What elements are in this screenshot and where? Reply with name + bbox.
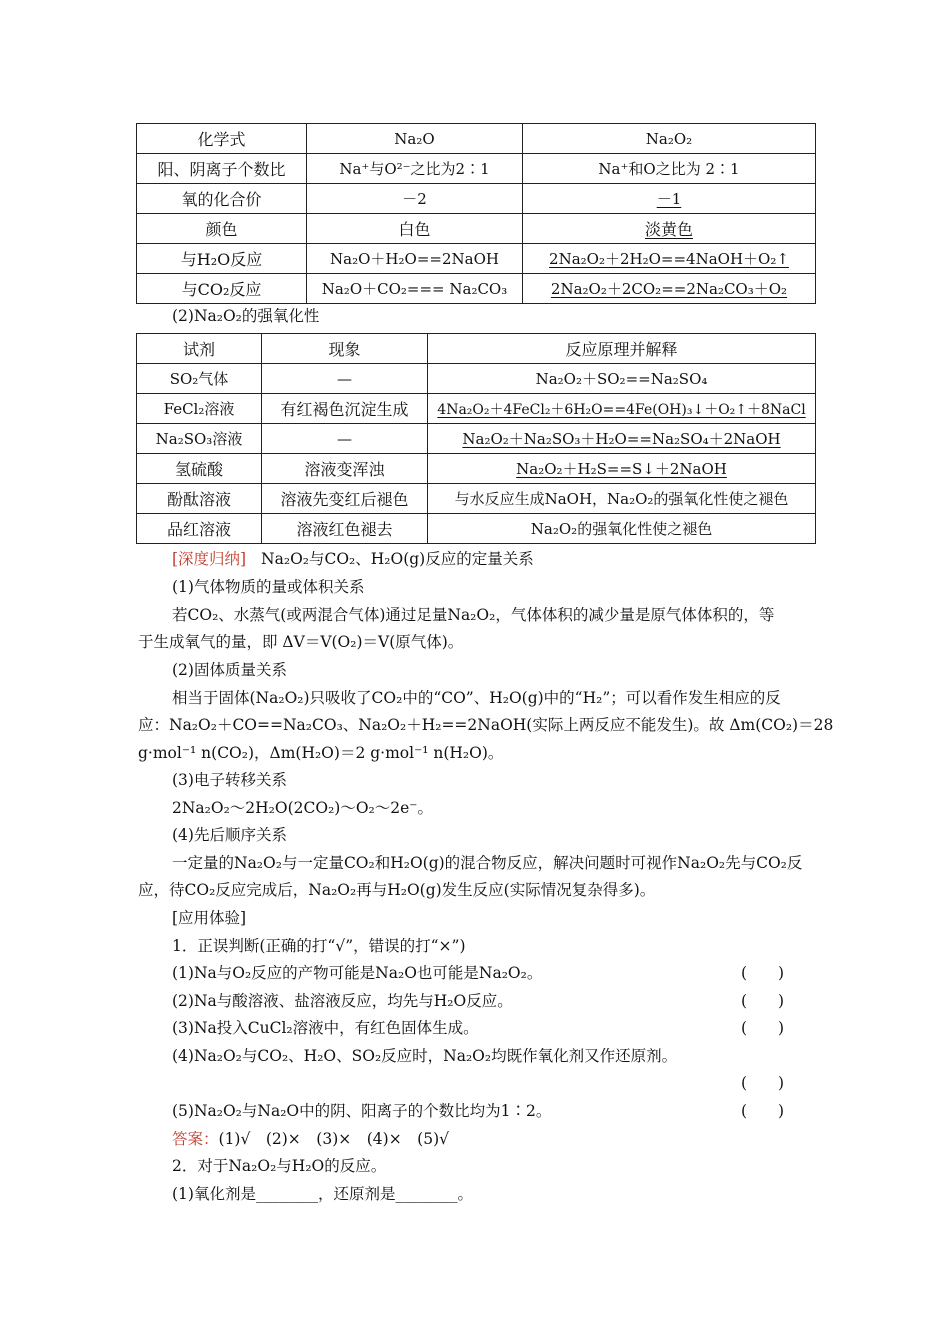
deep-summary-title: Na₂O₂与CO₂、H₂O(g)反应的定量关系 xyxy=(261,550,534,568)
deep-summary-tag: [深度归纳] xyxy=(172,550,247,568)
table-row xyxy=(137,334,816,364)
table-cell: 与H₂O反应 xyxy=(137,244,307,274)
table-cell: Na⁺和O之比为 2∶1 xyxy=(523,154,816,184)
table-row xyxy=(137,484,816,514)
answer-blank: ( ) xyxy=(741,964,785,982)
table-cell: Na⁺与O²⁻之比为2∶1 xyxy=(307,154,523,184)
table-cell: 现象 xyxy=(262,334,428,364)
table-cell: — xyxy=(262,364,428,394)
question-title: 1．正误判断(正确的打“√”，错误的打“×”) xyxy=(172,937,466,955)
table-cell: －2 xyxy=(307,184,523,214)
question-title: 2．对于Na₂O₂与H₂O的反应。 xyxy=(172,1157,387,1175)
table-cell: Na₂SO₃溶液 xyxy=(137,424,262,454)
table-cell: Na₂O₂＋Na₂SO₃＋H₂O==Na₂SO₄＋2NaOH xyxy=(428,424,816,454)
answer-blank: ( ) xyxy=(741,1074,785,1092)
judgement-item: (1)Na与O₂反应的产物可能是Na₂O也可能是Na₂O₂。 xyxy=(172,964,543,982)
table-cell: －1 xyxy=(523,184,816,214)
paragraph-line: 应，待CO₂反应完成后，Na₂O₂再与H₂O(g)发生反应(实际情况复杂得多)。 xyxy=(138,881,656,899)
deep-summary-heading xyxy=(172,547,534,569)
table-row xyxy=(137,394,816,424)
table-cell: FeCl₂溶液 xyxy=(137,394,262,424)
table-row xyxy=(137,454,816,484)
table-cell: 溶液变浑浊 xyxy=(262,454,428,484)
table-row xyxy=(137,514,816,544)
table-row xyxy=(137,424,816,454)
table-row xyxy=(137,214,816,244)
table-cell: 氢硫酸 xyxy=(137,454,262,484)
table-cell: 酚酞溶液 xyxy=(137,484,262,514)
answer-label: 答案： xyxy=(172,1130,219,1148)
table-cell: 阳、阴离子个数比 xyxy=(137,154,307,184)
table-cell: 反应原理并解释 xyxy=(428,334,816,364)
paragraph-line: (4)先后顺序关系 xyxy=(172,826,287,844)
answer-text: (1)√ (2)× (3)× (4)× (5)√ xyxy=(218,1130,450,1148)
table-cell: 试剂 xyxy=(137,334,262,364)
table-cell: Na₂O xyxy=(307,124,523,154)
table-row xyxy=(137,154,816,184)
table-row xyxy=(137,364,816,394)
comparison-table xyxy=(136,123,816,304)
judgement-item: (5)Na₂O₂与Na₂O中的阴、阳离子的个数比均为1∶2。 xyxy=(172,1102,552,1120)
table-cell: 氧的化合价 xyxy=(137,184,307,214)
answer-blank: ( ) xyxy=(741,992,785,1010)
table-cell: Na₂O＋H₂O==2NaOH xyxy=(307,244,523,274)
table-cell: SO₂气体 xyxy=(137,364,262,394)
answer-line xyxy=(172,1127,449,1149)
paragraph-line: [应用体验] xyxy=(172,909,247,927)
paragraph-line: 2Na₂O₂～2H₂O(2CO₂)～O₂～2e⁻。 xyxy=(172,799,433,817)
paragraph-line: 于生成氧气的量，即 ΔV＝V(O₂)＝V(原气体)。 xyxy=(138,633,464,651)
paragraph-line: 相当于固体(Na₂O₂)只吸收了CO₂中的“CO”、H₂O(g)中的“H₂”；可以看作发生相应的反 xyxy=(172,689,781,707)
table-cell: Na₂O₂ xyxy=(523,124,816,154)
table-cell: 溶液先变红后褪色 xyxy=(262,484,428,514)
table-cell: Na₂O＋CO₂=== Na₂CO₃ xyxy=(307,274,523,304)
paragraph-line: 若CO₂、水蒸气(或两混合气体)通过足量Na₂O₂，气体体积的减少量是原气体体积的，等 xyxy=(172,606,775,624)
table-cell: 有红褐色沉淀生成 xyxy=(262,394,428,424)
answer-blank: ( ) xyxy=(741,1019,785,1037)
paragraph-line: (3)电子转移关系 xyxy=(172,771,287,789)
table-cell: Na₂O₂＋SO₂==Na₂SO₄ xyxy=(428,364,816,394)
table-row xyxy=(137,274,816,304)
answer-blank: ( ) xyxy=(741,1102,785,1120)
section-title: (2)Na₂O₂的强氧化性 xyxy=(172,307,320,325)
paragraph-line: g·mol⁻¹ n(CO₂)，Δm(H₂O)＝2 g·mol⁻¹ n(H₂O)。 xyxy=(138,744,504,762)
question-line: (1)氧化剂是________，还原剂是________。 xyxy=(172,1185,473,1203)
table-cell: 溶液红色褪去 xyxy=(262,514,428,544)
oxidation-table xyxy=(136,333,816,544)
paragraph-line: (2)固体质量关系 xyxy=(172,661,287,679)
table-cell: — xyxy=(262,424,428,454)
table-cell: 淡黄色 xyxy=(523,214,816,244)
paragraph-line: (1)气体物质的量或体积关系 xyxy=(172,578,365,596)
table-cell: 4Na₂O₂＋4FeCl₂＋6H₂O==4Fe(OH)₃↓＋O₂↑＋8NaCl xyxy=(428,394,816,424)
table-cell: 与水反应生成NaOH，Na₂O₂的强氧化性使之褪色 xyxy=(428,484,816,514)
judgement-item: (4)Na₂O₂与CO₂、H₂O、SO₂反应时，Na₂O₂均既作氧化剂又作还原剂。 xyxy=(172,1047,678,1065)
table-cell: 与CO₂反应 xyxy=(137,274,307,304)
table-cell: Na₂O₂的强氧化性使之褪色 xyxy=(428,514,816,544)
paragraph-line: 一定量的Na₂O₂与一定量CO₂和H₂O(g)的混合物反应，解决问题时可视作Na₂O₂先与CO₂反 xyxy=(172,854,803,872)
table-row xyxy=(137,244,816,274)
table-cell: 颜色 xyxy=(137,214,307,244)
paragraph-line: 应：Na₂O₂＋CO==Na₂CO₃、Na₂O₂＋H₂==2NaOH(实际上两反应不能发生)。故 Δm(CO₂)＝28 xyxy=(138,716,834,734)
table-cell: 化学式 xyxy=(137,124,307,154)
table-cell: 2Na₂O₂＋2H₂O==4NaOH＋O₂↑ xyxy=(523,244,816,274)
table-row xyxy=(137,184,816,214)
table-cell: 品红溶液 xyxy=(137,514,262,544)
judgement-item: (3)Na投入CuCl₂溶液中，有红色固体生成。 xyxy=(172,1019,479,1037)
judgement-item: (2)Na与酸溶液、盐溶液反应，均先与H₂O反应。 xyxy=(172,992,513,1010)
table-cell: 白色 xyxy=(307,214,523,244)
table-cell: Na₂O₂＋H₂S==S↓＋2NaOH xyxy=(428,454,816,484)
table-cell: 2Na₂O₂＋2CO₂==2Na₂CO₃＋O₂ xyxy=(523,274,816,304)
table-row xyxy=(137,124,816,154)
